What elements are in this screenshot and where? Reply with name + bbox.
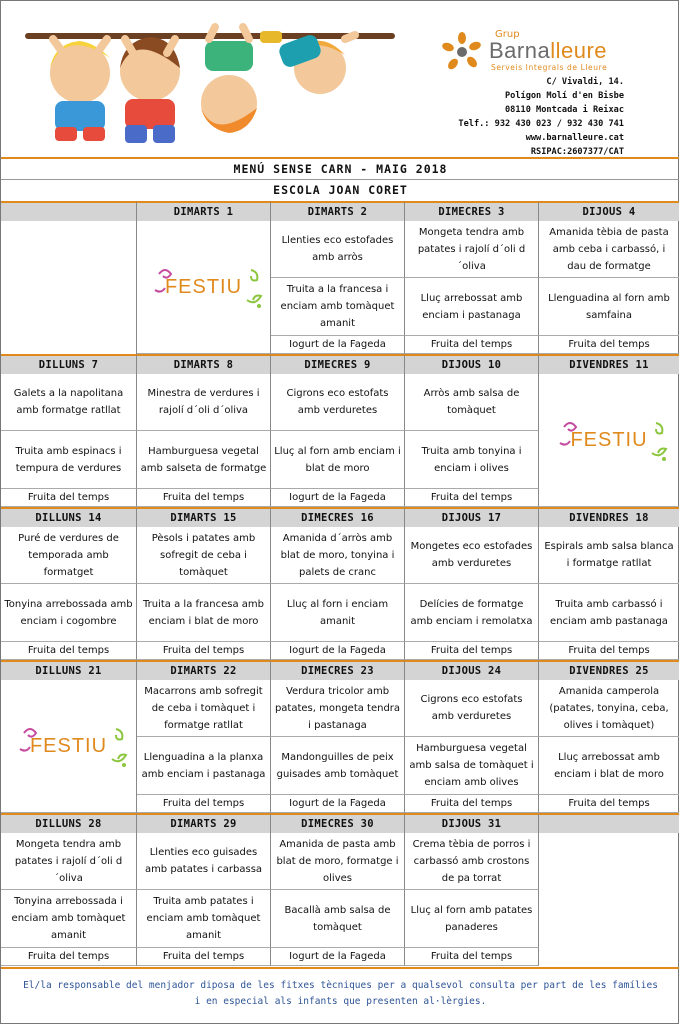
first-course: Amanida d´arròs amb blat de moro, tonyina i palets de cranc	[271, 527, 405, 584]
week-block	[1, 660, 679, 813]
day-header: DIJOUS 4	[539, 201, 679, 221]
holiday-cell	[539, 374, 679, 507]
day-header: DIJOUS 10	[405, 354, 539, 374]
day-header	[539, 813, 679, 833]
address-phone: Telf.: 932 430 023 / 932 430 741	[458, 119, 624, 129]
address-rsipac: RSIPAC:2607377/CAT	[530, 147, 624, 157]
dessert: Fruita del temps	[405, 795, 539, 813]
second-course: Truita amb espinacs i tempura de verdures	[1, 431, 137, 489]
second-course: Hamburguesa vegetal amb salseta de formatge	[137, 431, 271, 489]
dessert: Fruita del temps	[539, 642, 679, 660]
school-name: ESCOLA JOAN CORET	[1, 179, 679, 201]
holiday-swirl-icon	[16, 721, 136, 771]
logo-brand	[489, 38, 607, 64]
second-course: Truita a la francesa i enciam amb tomàquet amanit	[271, 278, 405, 336]
day-header: DILLUNS 14	[1, 507, 137, 527]
company-address	[458, 75, 624, 159]
second-course: Hamburguesa vegetal amb salsa de tomàquet i enciam amb olives	[405, 737, 539, 795]
week-block	[1, 201, 679, 354]
page-footer	[1, 967, 679, 1024]
second-course: Truita a la francesa amb enciam i blat de moro	[137, 584, 271, 642]
first-course: Mongeta tendra amb patates i rajolí d´oli d´oliva	[1, 833, 137, 890]
dessert: Fruita del temps	[137, 795, 271, 813]
day-header: DIJOUS 17	[405, 507, 539, 527]
first-course: Mongeta tendra amb patates i rajolí d´oli d´oliva	[405, 221, 539, 278]
dessert: Fruita del temps	[137, 948, 271, 966]
day-header: DIMARTS 1	[137, 201, 271, 221]
first-course: Arròs amb salsa de tomàquet	[405, 374, 539, 431]
first-course: Llenties eco guisades amb patates i carbassa	[137, 833, 271, 890]
menu-title: MENÚ SENSE CARN - MAIG 2018	[1, 157, 679, 179]
second-course: Tonyina arrebossada amb enciam i cogombre	[1, 584, 137, 642]
day-header: DIVENDRES 25	[539, 660, 679, 680]
dessert: Iogurt de la Fageda	[271, 948, 405, 966]
second-course: Lluç al forn i enciam amanit	[271, 584, 405, 642]
holiday-cell	[137, 221, 271, 354]
day-header: DIMARTS 29	[137, 813, 271, 833]
dessert: Fruita del temps	[405, 948, 539, 966]
second-course: Bacallà amb salsa de tomàquet	[271, 890, 405, 948]
first-course: Llenties eco estofades amb arròs	[271, 221, 405, 278]
company-logo	[441, 29, 641, 73]
flower-logo-icon	[441, 31, 483, 73]
dessert: Iogurt de la Fageda	[271, 795, 405, 813]
second-course: Lluç arrebossat amb enciam i blat de moro	[539, 737, 679, 795]
day-header: DILLUNS 28	[1, 813, 137, 833]
dessert: Fruita del temps	[1, 948, 137, 966]
day-header: DIMARTS 15	[137, 507, 271, 527]
first-course: Cigrons eco estofats amb verduretes	[271, 374, 405, 431]
dessert: Iogurt de la Fageda	[271, 489, 405, 507]
holiday-cell	[1, 680, 137, 813]
dessert: Fruita del temps	[405, 336, 539, 354]
logo-brand-a: Barna	[489, 38, 551, 63]
day-header: DIMECRES 9	[271, 354, 405, 374]
children-illustration	[25, 13, 395, 153]
day-header: DIMECRES 16	[271, 507, 405, 527]
first-course: Amanida tèbia de pasta amb ceba i carbassó, i dau de formatge	[539, 221, 679, 278]
first-course: Verdura tricolor amb patates, mongeta tendra i pastanaga	[271, 680, 405, 737]
dessert: Fruita del temps	[1, 642, 137, 660]
first-course: Galets a la napolitana amb formatge ratllat	[1, 374, 137, 431]
day-header: DILLUNS 7	[1, 354, 137, 374]
address-line: C/ Vivaldi, 14.	[546, 77, 624, 87]
holiday-label: FESTIU	[165, 276, 242, 299]
dessert: Fruita del temps	[539, 795, 679, 813]
week-block	[1, 354, 679, 507]
address-line: Polígon Molí d'en Bisbe	[505, 91, 624, 101]
empty-cell	[539, 833, 679, 966]
first-course: Espirals amb salsa blanca i formatge ratllat	[539, 527, 679, 584]
day-header: DIVENDRES 18	[539, 507, 679, 527]
day-header: DIJOUS 24	[405, 660, 539, 680]
holiday-label: FESTIU	[30, 735, 107, 758]
first-course: Macarrons amb sofregit de ceba i tomàquet i formatge ratllat	[137, 680, 271, 737]
logo-tagline: Serveis Integrals de Lleure	[491, 63, 608, 72]
second-course: Truita amb carbassó i enciam amb pastanaga	[539, 584, 679, 642]
dessert: Fruita del temps	[137, 642, 271, 660]
day-header: DIMARTS 22	[137, 660, 271, 680]
logo-brand-b: lleure	[550, 38, 608, 63]
dessert: Fruita del temps	[1, 489, 137, 507]
dessert: Fruita del temps	[405, 642, 539, 660]
first-course: Minestra de verdures i rajolí d´oli d´oliva	[137, 374, 271, 431]
second-course: Lluç al forn amb patates panaderes	[405, 890, 539, 948]
second-course: Tonyina arrebossada i enciam amb tomàquet amanit	[1, 890, 137, 948]
first-course: Amanida camperola (patates, tonyina, ceba, olives i tomàquet)	[539, 680, 679, 737]
day-header: DIMECRES 23	[271, 660, 405, 680]
dessert: Fruita del temps	[539, 336, 679, 354]
second-course: Llenguadina a la planxa amb enciam i pastanaga	[137, 737, 271, 795]
dessert: Fruita del temps	[137, 489, 271, 507]
week-block	[1, 507, 679, 660]
day-header: DIVENDRES 11	[539, 354, 679, 374]
holiday-swirl-icon	[151, 262, 271, 312]
second-course: Truita amb tonyina i enciam i olives	[405, 431, 539, 489]
day-header: DIMECRES 3	[405, 201, 539, 221]
page-header	[1, 1, 679, 157]
week-block	[1, 813, 679, 966]
dessert: Fruita del temps	[405, 489, 539, 507]
first-course: Amanida de pasta amb blat de moro, formatge i olives	[271, 833, 405, 890]
first-course: Mongetes eco estofades amb verduretes	[405, 527, 539, 584]
second-course: Lluç al forn amb enciam i blat de moro	[271, 431, 405, 489]
second-course: Delícies de formatge amb enciam i remolatxa	[405, 584, 539, 642]
second-course: Llenguadina al forn amb samfaina	[539, 278, 679, 336]
dessert: Iogurt de la Fageda	[271, 642, 405, 660]
logo-group: Grup	[495, 29, 520, 40]
day-header: DILLUNS 21	[1, 660, 137, 680]
first-course: Pèsols i patates amb sofregit de ceba i tomàquet	[137, 527, 271, 584]
footer-line: i en especial als infants que presenten al·lèrgies.	[194, 996, 487, 1007]
second-course: Truita amb patates i enciam amb tomàquet amanit	[137, 890, 271, 948]
first-course: Crema tèbia de porros i carbassó amb crostons de pa torrat	[405, 833, 539, 890]
day-header: DIMARTS 8	[137, 354, 271, 374]
day-header	[1, 201, 137, 221]
first-course: Cigrons eco estofats amb verduretes	[405, 680, 539, 737]
footer-line: El/la responsable del menjador diposa de les fitxes tècniques per a qualsevol consulta per part de les famílies	[23, 980, 658, 991]
day-header: DIMECRES 30	[271, 813, 405, 833]
holiday-swirl-icon	[556, 415, 676, 465]
address-line: 08110 Montcada i Reixac	[505, 105, 624, 115]
address-website[interactable]: www.barnalleure.cat	[525, 133, 624, 143]
holiday-label: FESTIU	[570, 429, 647, 452]
day-header: DIJOUS 31	[405, 813, 539, 833]
first-course: Puré de verdures de temporada amb formatget	[1, 527, 137, 584]
second-course: Lluç arrebossat amb enciam i pastanaga	[405, 278, 539, 336]
day-header: DIMARTS 2	[271, 201, 405, 221]
empty-cell	[1, 221, 137, 354]
dessert: Iogurt de la Fageda	[271, 336, 405, 354]
second-course: Mandonguilles de peix guisades amb tomàquet	[271, 737, 405, 795]
